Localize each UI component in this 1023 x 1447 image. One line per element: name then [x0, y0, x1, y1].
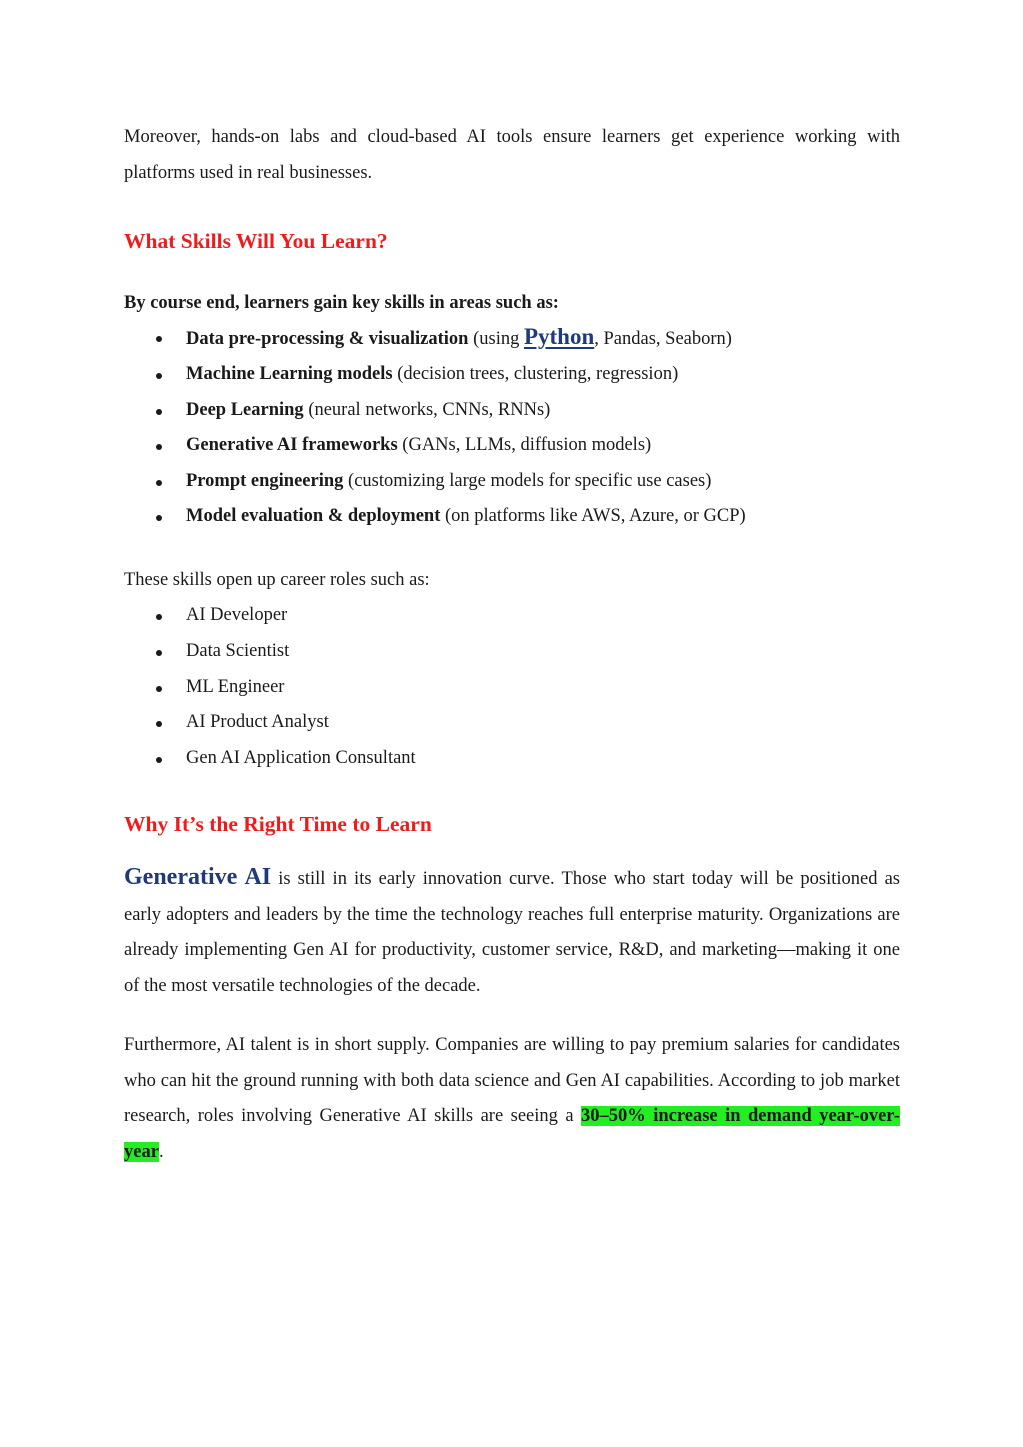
bullet-icon	[156, 650, 162, 656]
skill-detail: (GANs, LLMs, diffusion models)	[397, 435, 652, 456]
skill-detail: (customizing large models for specific use cases)	[343, 470, 712, 491]
skill-detail: (using	[468, 329, 524, 349]
role-label: Gen AI Application Consultant	[186, 747, 416, 768]
list-item	[124, 499, 900, 535]
bullet-icon	[156, 721, 162, 727]
skill-title: Model evaluation & deployment	[186, 506, 441, 527]
skill-detail: (neural networks, CNNs, RNNs)	[303, 399, 551, 420]
bullet-icon	[156, 757, 162, 763]
list-item	[124, 598, 900, 634]
document-page	[124, 120, 900, 1170]
bullet-icon	[156, 336, 162, 342]
python-link[interactable]: Python	[523, 324, 595, 349]
skills-heading: What Skills Will You Learn?	[124, 229, 388, 253]
skill-detail: (decision trees, clustering, regression)	[392, 364, 679, 384]
bullet-icon	[156, 480, 162, 486]
role-label: ML Engineer	[186, 676, 285, 697]
list-item	[124, 741, 900, 777]
roles-list	[124, 598, 900, 776]
genai-paragraph	[124, 860, 900, 1004]
roles-intro: These skills open up career roles such as:	[124, 569, 430, 590]
demand-highlight: 30–50% increase in demand year-over-year	[124, 1106, 900, 1162]
bullet-icon	[156, 686, 162, 692]
list-item	[124, 357, 900, 393]
bullet-icon	[156, 515, 162, 521]
role-label: Data Scientist	[186, 641, 290, 662]
bullet-icon	[156, 409, 162, 415]
skill-detail: (on platforms like AWS, Azure, or GCP)	[440, 506, 746, 527]
genai-link[interactable]: Generative AI	[124, 864, 272, 891]
list-item	[124, 670, 900, 706]
list-item	[124, 428, 900, 464]
talent-paragraph-end: .	[158, 1141, 164, 1162]
skill-detail: , Pandas, Seaborn)	[594, 329, 732, 349]
skills-list	[124, 317, 900, 535]
talent-paragraph	[124, 1028, 900, 1170]
bullet-icon	[156, 444, 162, 450]
bullet-icon	[156, 614, 162, 620]
timing-heading: Why It’s the Right Time to Learn	[124, 812, 432, 837]
skill-title: Deep Learning	[186, 399, 304, 420]
list-item	[124, 317, 900, 357]
genai-paragraph-text: is still in its early innovation curve. Those who start today will be positioned as early adopters and leaders by the time the technology reaches full enterprise maturity. Organizations are already implementing Gen AI for productivity, customer service, R&D, and marketing—making it one of the most versatile technologies of the decade.	[124, 869, 900, 996]
list-item	[124, 393, 900, 429]
list-item	[124, 464, 900, 500]
skill-title: Generative AI frameworks	[186, 435, 398, 456]
skill-title: Data pre-processing & visualization	[186, 329, 469, 349]
bullet-icon	[156, 373, 162, 379]
intro-paragraph: Moreover, hands-on labs and cloud-based AI tools ensure learners get experience working with platforms used in real businesses.	[124, 127, 900, 183]
role-label: AI Product Analyst	[186, 712, 329, 733]
skill-title: Machine Learning models	[186, 364, 393, 384]
skill-title: Prompt engineering	[186, 470, 344, 491]
list-item	[124, 705, 900, 741]
list-item	[124, 634, 900, 670]
talent-paragraph-text: Furthermore, AI talent is in short supply. Companies are willing to pay premium salaries for candidates who can hit the ground running with both data science and Gen AI capabilities. According to job market research, roles involving Generative AI skills are seeing a	[124, 1035, 900, 1127]
skills-lead: By course end, learners gain key skills in areas such as:	[124, 293, 559, 313]
role-label: AI Developer	[186, 605, 288, 626]
